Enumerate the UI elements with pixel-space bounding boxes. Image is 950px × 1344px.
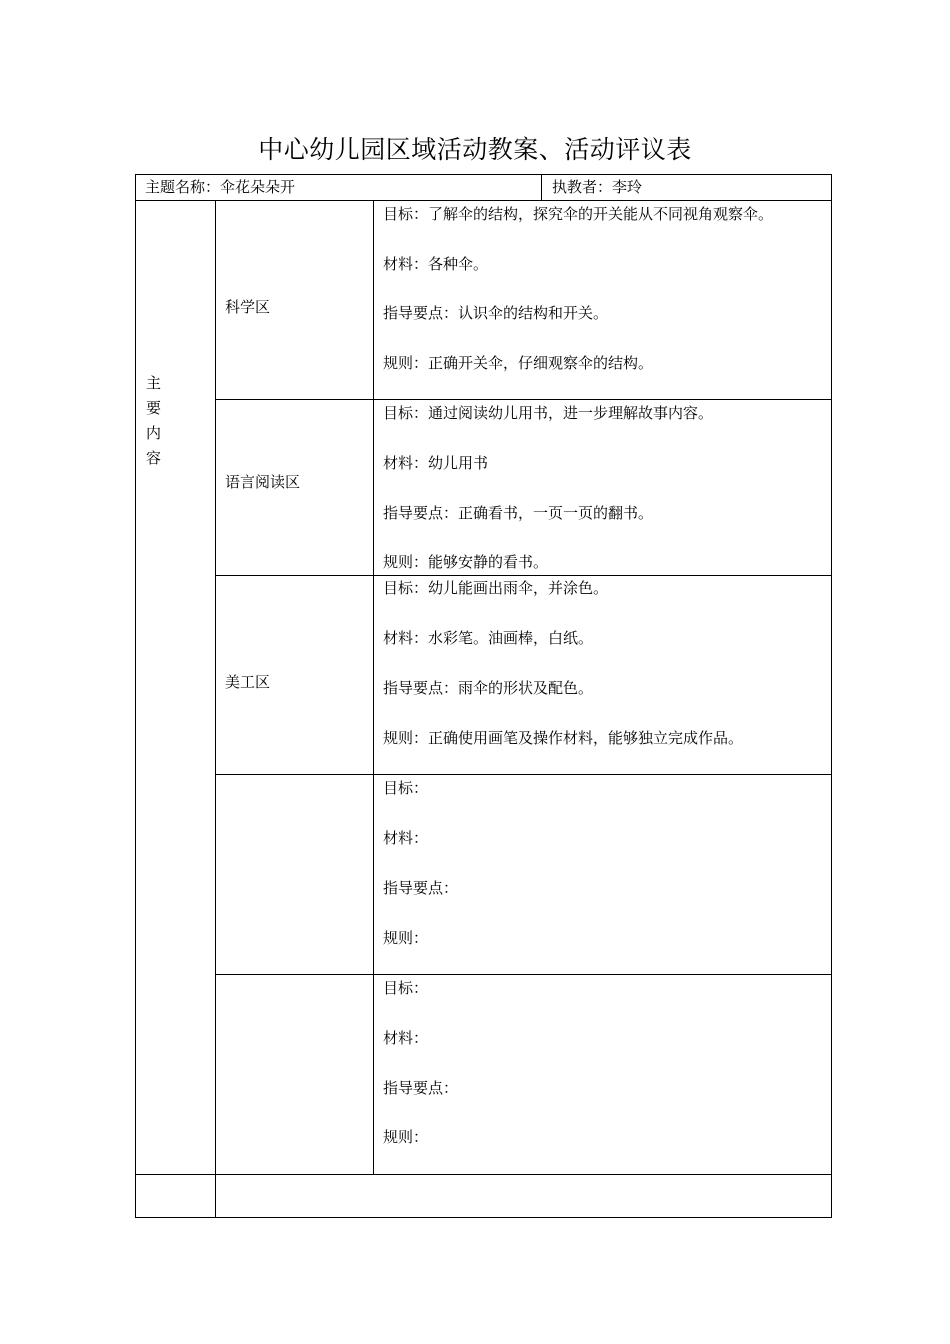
row-divider [215, 974, 832, 975]
row-divider [215, 575, 832, 576]
row-divider [135, 200, 832, 201]
area-guide: 指导要点：正确看书，一页一页的翻书。 [383, 504, 654, 522]
area-goal: 目标： [383, 779, 429, 797]
area-guide: 指导要点：雨伞的形状及配色。 [383, 679, 594, 697]
area-goal: 目标：通过阅读幼儿用书，进一步理解故事内容。 [383, 404, 714, 422]
area-name-science: 科学区 [225, 298, 271, 316]
header-divider [541, 174, 542, 200]
area-rule: 规则：正确开关伞，仔细观察伞的结构。 [383, 354, 654, 372]
page-title: 中心幼儿园区域活动教案、活动评议表 [258, 135, 692, 164]
row-divider [135, 1174, 832, 1175]
area-goal: 目标：了解伞的结构，探究伞的开关能从不同视角观察伞。 [383, 205, 774, 223]
area-material: 材料： [383, 1029, 429, 1047]
side-label-char: 内 [146, 424, 162, 442]
area-name-art: 美工区 [225, 673, 271, 691]
row-divider [215, 399, 832, 400]
area-rule: 规则：正确使用画笔及操作材料，能够独立完成作品。 [383, 729, 744, 747]
row-divider [215, 774, 832, 775]
side-label-char: 容 [146, 449, 162, 467]
area-rule: 规则：能够安静的看书。 [383, 553, 549, 571]
column-divider [373, 200, 374, 1174]
teacher-name: 执教者：李玲 [552, 178, 643, 196]
column-divider [215, 200, 216, 1218]
area-name-reading: 语言阅读区 [225, 473, 301, 491]
area-material: 材料： [383, 829, 429, 847]
area-rule: 规则： [383, 1128, 429, 1146]
area-goal: 目标：幼儿能画出雨伞，并涂色。 [383, 579, 609, 597]
theme-name: 主题名称：伞花朵朵开 [145, 178, 296, 196]
main-content-label [146, 371, 162, 471]
area-material: 材料：幼儿用书 [383, 454, 489, 472]
side-label-char: 主 [146, 374, 162, 392]
area-rule: 规则： [383, 929, 429, 947]
area-guide: 指导要点： [383, 879, 459, 897]
side-label-char: 要 [146, 399, 162, 417]
area-guide: 指导要点：认识伞的结构和开关。 [383, 304, 609, 322]
area-guide: 指导要点： [383, 1079, 459, 1097]
area-material: 材料：各种伞。 [383, 255, 489, 273]
area-material: 材料：水彩笔。油画棒，白纸。 [383, 629, 594, 647]
area-goal: 目标： [383, 979, 429, 997]
